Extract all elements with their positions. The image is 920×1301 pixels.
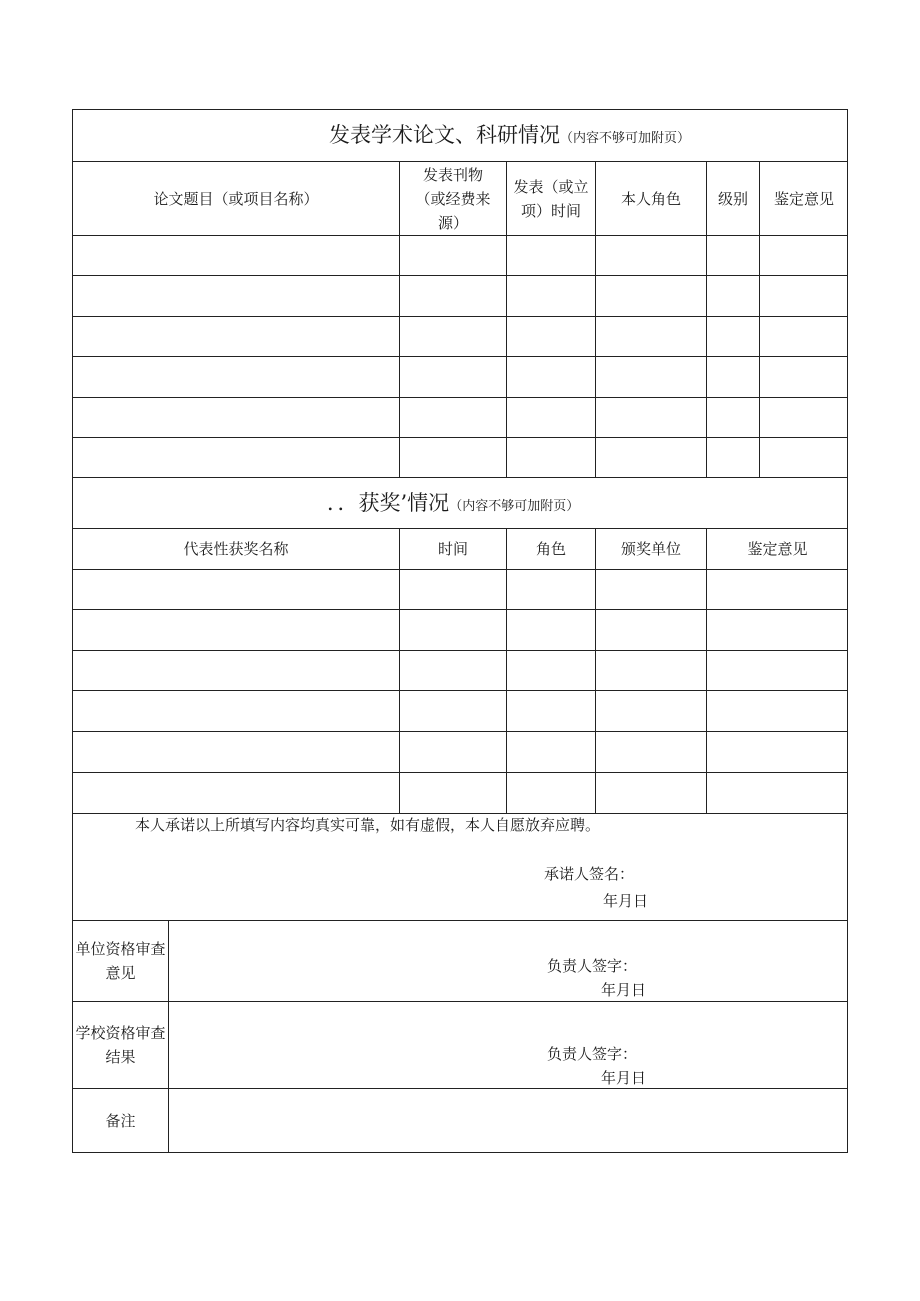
table-row-line <box>73 397 847 398</box>
header-level: 级别 <box>717 190 748 208</box>
table-row-line <box>73 235 847 236</box>
section-line <box>73 920 847 921</box>
table-row-line <box>73 731 847 732</box>
pledge-date: 年月日 <box>603 892 649 910</box>
column-line <box>506 161 507 478</box>
table-row-line <box>73 356 847 357</box>
section-line <box>73 477 847 478</box>
table-row-line <box>73 650 847 651</box>
column-line <box>759 161 760 478</box>
remarks-label: 备注 <box>105 1111 136 1130</box>
column-line <box>706 528 707 813</box>
unit-review-date: 年月日 <box>601 981 647 999</box>
section-line <box>73 1088 847 1089</box>
header-award-opinion: 鉴定意见 <box>747 540 808 558</box>
header-paper-title: 论文题目（或项目名称） <box>153 190 319 208</box>
table-row-line <box>73 609 847 610</box>
column-line <box>399 528 400 813</box>
table-row-line <box>73 316 847 317</box>
table-row-line <box>73 690 847 691</box>
awards-section-title <box>327 491 579 519</box>
unit-review-signature-label: 负责人签字： <box>547 957 638 975</box>
school-review-date: 年月日 <box>601 1069 647 1087</box>
header-award-issuer: 颁奖单位 <box>620 540 681 558</box>
awards-title: ．．获奖’情况 <box>327 491 450 515</box>
column-line <box>168 920 169 1153</box>
table-row-line <box>73 569 847 570</box>
pledge-text: 本人承诺以上所填写内容均真实可靠，如有虚假，本人自愿放弃应聘。 <box>135 816 601 834</box>
header-opinion: 鉴定意见 <box>773 190 834 208</box>
section-line <box>73 1001 847 1002</box>
research-title: 发表学术论文、科研情况 <box>329 123 560 147</box>
column-line <box>399 161 400 478</box>
header-publish-time: 发表（或立 项）时间 <box>513 178 589 220</box>
header-award-role: 角色 <box>535 540 566 558</box>
header-journal: 发表刊物 （或经费来 源） <box>415 166 491 232</box>
column-line <box>706 161 707 478</box>
table-row-line <box>73 437 847 438</box>
research-section-title <box>329 123 690 151</box>
research-note: （内容不够可加附页） <box>560 131 691 146</box>
unit-review-label: 单位资格审查 意见 <box>75 940 166 982</box>
table-row-line <box>73 275 847 276</box>
header-role: 本人角色 <box>620 190 681 208</box>
column-line <box>595 161 596 478</box>
application-form <box>72 109 848 1153</box>
column-line <box>506 528 507 813</box>
table-row-line <box>73 772 847 773</box>
pledge-signature-label: 承诺人签名： <box>544 865 635 883</box>
awards-note: （内容不够可加附页） <box>449 499 580 514</box>
header-award-time: 时间 <box>437 540 468 558</box>
school-review-label: 学校资格审查 结果 <box>75 1024 166 1066</box>
header-award-name: 代表性获奖名称 <box>183 540 289 558</box>
column-line <box>595 528 596 813</box>
school-review-signature-label: 负责人签字： <box>547 1045 638 1063</box>
